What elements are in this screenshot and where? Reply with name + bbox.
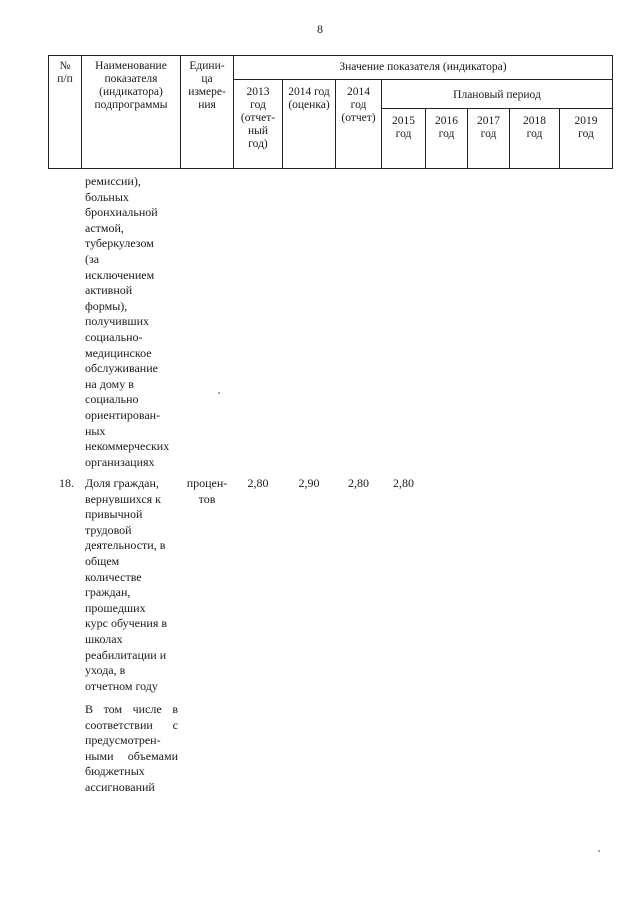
scan-speck (218, 392, 220, 394)
row-number: 18. (59, 476, 74, 490)
indicator-name: Доля граждан, вернувшихся к привычной трудовой деятельности, в общем количестве граждан, прошедших курс обучения в школах реабилитации и ухода, в отчетном году (85, 476, 168, 693)
scan-speck (598, 850, 600, 852)
col-2013-header: 2013 год (отчет- ный год) (240, 86, 276, 150)
header-top-border (48, 55, 612, 56)
value-2013: 2,80 (247, 476, 269, 490)
header-plan-rule (381, 108, 612, 109)
header-vline (612, 55, 613, 169)
header-sub-rule (233, 79, 612, 80)
col-2019-header: 2019 год (574, 115, 598, 140)
unit-of-measure: процен- тов (186, 476, 228, 506)
value-2014-estimate: 2,90 (298, 476, 320, 490)
col-name-header: Наименование показателя (индикатора) подпрограммы (94, 60, 168, 111)
page-number: 8 (317, 22, 323, 36)
col-2014-report-header: 2014 год (отчет) (341, 86, 376, 124)
value-group-header: Значение показателя (индикатора) (339, 61, 507, 73)
plan-period-header: Плановый период (453, 89, 541, 101)
col-2017-header: 2017 год (477, 115, 500, 140)
col-number-header: № п/п (57, 60, 73, 85)
col-unit-header: Едини- ца измере- ния (188, 60, 226, 111)
col-2016-header: 2016 год (435, 115, 458, 140)
budget-note: В том числе в соответствии с предусмотрен- ными объемами бюджетных ассигнований (85, 702, 178, 794)
col-2015-header: 2015 год (392, 115, 415, 140)
col-2018-header: 2018 год (523, 115, 546, 140)
value-2015: 2,80 (393, 476, 414, 490)
col-2014-estimate-header: 2014 год (оценка) (288, 86, 330, 111)
header-bottom-border (48, 168, 612, 169)
continued-indicator-name: ремиссии), больных бронхиальной астмой, туберкулезом (за исключением активной формы), получивших социально- медицинское обслуживание на дому в социально ориентирован- ных некоммерческих организациях (85, 174, 170, 469)
value-2014-report: 2,80 (348, 476, 369, 490)
